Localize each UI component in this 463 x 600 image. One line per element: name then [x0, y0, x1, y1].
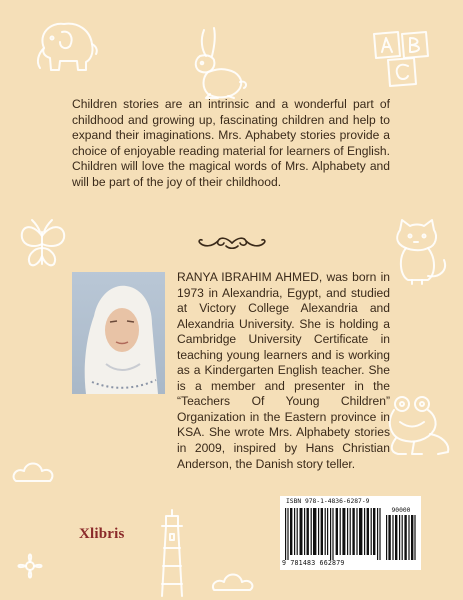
- lighthouse-icon: [152, 508, 192, 598]
- ornament-divider: [196, 236, 268, 255]
- frog-icon: [384, 392, 458, 462]
- clouds-icon: [10, 455, 80, 495]
- author-bio: RANYA IBRAHIM AHMED, was born in 1973 in Alexandria, Egypt, and studied at Victory College Alexandria and Alexandria University. She is holding a Cambridge University Certificate in teaching young learners and is working as a Kindergarten English teacher. She is a member and presenter in the “Teachers Of Young Children” Organization in the Eastern province in KSA. She wrote Mrs. Alphabety stories in 2009, inspired by Hans Christian Anderson, the Danish story teller.: [177, 270, 390, 471]
- clouds-icon: [210, 568, 270, 598]
- flower-icon: [10, 546, 50, 586]
- blurb-paragraph: Children stories are an intrinsic and a wonderful part of childhood and growing up, fascinating children and help to expand their imaginations. Mrs. Aphabety stories provide a choice of enjoyable reading material for learners of English. Children will love the magical words of Mrs. Alphabety and will be part of the joy of their childhood.: [72, 97, 390, 189]
- isbn-text: ISBN 978-1-4836-6287-9: [286, 498, 370, 505]
- addon-number: 90000: [391, 507, 411, 514]
- ean-barcode-bars: [285, 508, 385, 560]
- butterfly-icon: [18, 218, 68, 270]
- isbn-barcode: [280, 496, 421, 570]
- cat-icon: [392, 218, 452, 288]
- publisher-logo: Xlibris: [79, 526, 125, 542]
- author-photo: [72, 272, 165, 394]
- addon-barcode-bars: [386, 515, 416, 560]
- abc-blocks-icon: [370, 28, 432, 90]
- ean-number: 9 781483 662879: [282, 559, 345, 567]
- rabbit-icon: [188, 26, 250, 102]
- elephant-icon: [30, 14, 102, 74]
